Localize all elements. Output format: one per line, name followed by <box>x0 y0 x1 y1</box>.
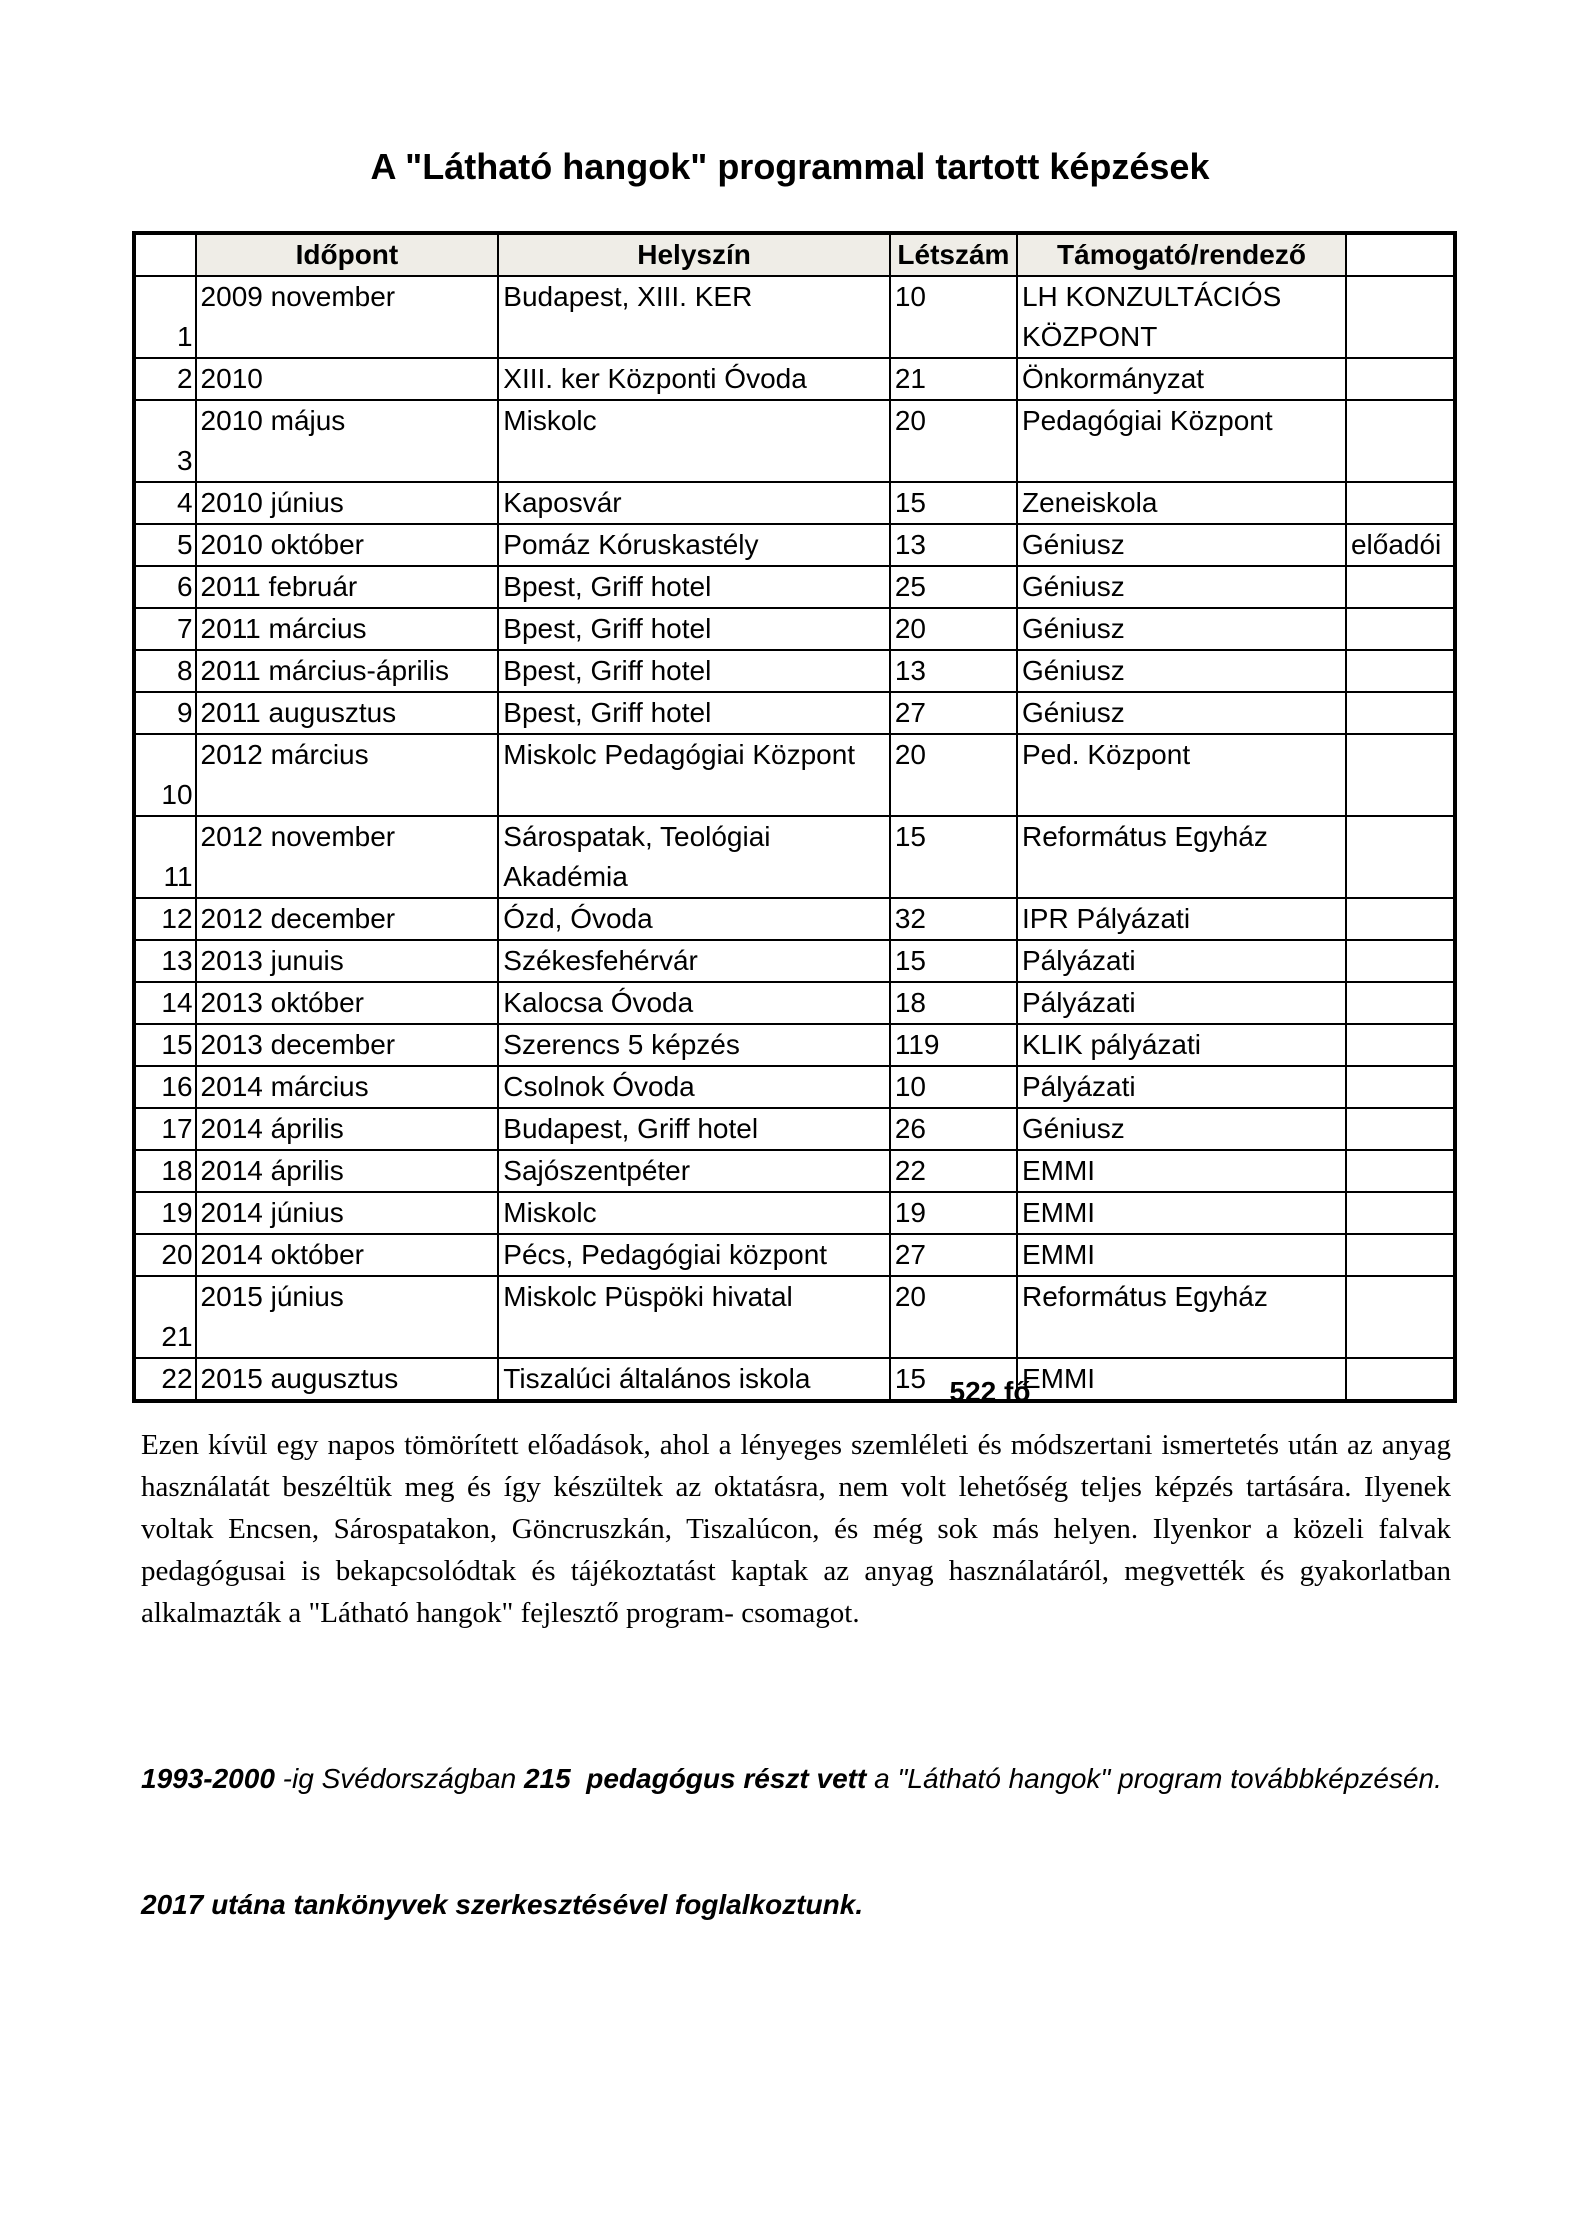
cell-count: 15 <box>890 816 1017 898</box>
cell-num: 13 <box>134 940 196 982</box>
table-row <box>134 524 1455 566</box>
cell-date: 2011 március-április <box>196 650 499 692</box>
total-count: 522 fő <box>949 1376 1031 1407</box>
cell-place: Budapest, Griff hotel <box>498 1108 890 1150</box>
cell-date: 2014 június <box>196 1192 499 1234</box>
cell-place: Szerencs 5 képzés <box>498 1024 890 1066</box>
cell-count: 10 <box>890 276 1017 358</box>
cell-place: Kalocsa Óvoda <box>498 982 890 1024</box>
trainings-table <box>132 231 1457 1403</box>
note-sweden <box>141 1758 1451 1800</box>
cell-num: 15 <box>134 1024 196 1066</box>
cell-count: 20 <box>890 608 1017 650</box>
cell-extra <box>1346 816 1455 898</box>
table-row <box>134 898 1455 940</box>
header-num <box>134 233 196 276</box>
note-count: 215 <box>523 1763 571 1794</box>
cell-place: Miskolc Püspöki hivatal <box>498 1276 890 1358</box>
cell-count: 13 <box>890 650 1017 692</box>
cell-num: 11 <box>134 816 196 898</box>
cell-place: Bpest, Griff hotel <box>498 650 890 692</box>
header-count: Létszám <box>890 233 1017 276</box>
table-row <box>134 1150 1455 1192</box>
cell-extra <box>1346 1358 1455 1401</box>
cell-num: 2 <box>134 358 196 400</box>
table-row <box>134 482 1455 524</box>
note-text-3: a "Látható hangok" program továbbképzésén. <box>866 1763 1442 1794</box>
table-row <box>134 1192 1455 1234</box>
cell-date: 2015 augusztus <box>196 1358 499 1401</box>
table-row <box>134 1108 1455 1150</box>
cell-count: 26 <box>890 1108 1017 1150</box>
table-row <box>134 816 1455 898</box>
note-2017: 2017 utána tankönyvek szerkesztésével foglalkoztunk. <box>141 1889 864 1920</box>
cell-num: 10 <box>134 734 196 816</box>
cell-sponsor: Ped. Központ <box>1017 734 1346 816</box>
cell-place: Ózd, Óvoda <box>498 898 890 940</box>
cell-count: 21 <box>890 358 1017 400</box>
cell-date: 2009 november <box>196 276 499 358</box>
cell-num: 19 <box>134 1192 196 1234</box>
table-row <box>134 1066 1455 1108</box>
cell-sponsor: EMMI <box>1017 1150 1346 1192</box>
cell-num: 1 <box>134 276 196 358</box>
cell-date: 2010 október <box>196 524 499 566</box>
description-paragraph: Ezen kívül egy napos tömörített előadások, ahol a lényeges szemléleti és módszertani ismertetés után az anyag használatát beszéltük meg és így készültek az oktatásra, nem volt lehetőség teljes képzés tartására. Ilyenek voltak Encsen, Sárospatakon, Göncruszkán, Tiszalúcon, és még sok más helyen. Ilyenkor a közeli falvak pedagógusai is bekapcsolódtak és tájékoztatást kaptak az anyag használatáról, megvették és gyakorlatban alkalmazták a "Látható hangok" fejlesztő program- csomagot. <box>141 1429 1451 1629</box>
cell-place: Bpest, Griff hotel <box>498 692 890 734</box>
cell-date: 2013 december <box>196 1024 499 1066</box>
cell-extra <box>1346 1276 1455 1358</box>
cell-sponsor: Géniusz <box>1017 566 1346 608</box>
cell-count: 15 <box>890 940 1017 982</box>
cell-sponsor: Önkormányzat <box>1017 358 1346 400</box>
cell-extra <box>1346 1234 1455 1276</box>
table-row <box>134 692 1455 734</box>
cell-extra <box>1346 566 1455 608</box>
cell-place: Miskolc Pedagógiai Központ <box>498 734 890 816</box>
cell-extra: előadói <box>1346 524 1455 566</box>
cell-date: 2013 október <box>196 982 499 1024</box>
table-row <box>134 650 1455 692</box>
cell-num: 9 <box>134 692 196 734</box>
cell-date: 2014 október <box>196 1234 499 1276</box>
cell-count: 20 <box>890 1276 1017 1358</box>
cell-sponsor: IPR Pályázati <box>1017 898 1346 940</box>
cell-count: 25 <box>890 566 1017 608</box>
cell-date: 2011 március <box>196 608 499 650</box>
cell-sponsor: Pályázati <box>1017 1066 1346 1108</box>
cell-count: 19 <box>890 1192 1017 1234</box>
cell-num: 16 <box>134 1066 196 1108</box>
cell-extra <box>1346 482 1455 524</box>
cell-sponsor: Református Egyház <box>1017 1276 1346 1358</box>
cell-count: 27 <box>890 1234 1017 1276</box>
header-extra <box>1346 233 1455 276</box>
cell-place: Pomáz Kóruskastély <box>498 524 890 566</box>
cell-extra <box>1346 276 1455 358</box>
cell-count: 15 <box>890 482 1017 524</box>
cell-extra <box>1346 650 1455 692</box>
cell-place: XIII. ker Központi Óvoda <box>498 358 890 400</box>
cell-sponsor: Géniusz <box>1017 1108 1346 1150</box>
cell-date: 2012 március <box>196 734 499 816</box>
cell-num: 14 <box>134 982 196 1024</box>
cell-place: Miskolc <box>498 1192 890 1234</box>
cell-place: Sajószentpéter <box>498 1150 890 1192</box>
cell-count: 18 <box>890 982 1017 1024</box>
cell-count: 15 <box>890 1358 1017 1401</box>
table-row <box>134 982 1455 1024</box>
cell-sponsor: EMMI <box>1017 1192 1346 1234</box>
cell-place: Sárospatak, Teológiai Akadémia <box>498 816 890 898</box>
cell-extra <box>1346 1150 1455 1192</box>
cell-sponsor: Pályázati <box>1017 940 1346 982</box>
table-row <box>134 276 1455 358</box>
table-row <box>134 358 1455 400</box>
table-row <box>134 400 1455 482</box>
cell-place: Budapest, XIII. KER <box>498 276 890 358</box>
cell-num: 21 <box>134 1276 196 1358</box>
table-row <box>134 734 1455 816</box>
cell-sponsor: Géniusz <box>1017 692 1346 734</box>
cell-date: 2015 június <box>196 1276 499 1358</box>
cell-extra <box>1346 358 1455 400</box>
table-row <box>134 1358 1455 1401</box>
cell-count: 13 <box>890 524 1017 566</box>
cell-date: 2014 április <box>196 1150 499 1192</box>
table-row <box>134 1024 1455 1066</box>
table-header-row <box>134 233 1455 276</box>
cell-date: 2012 december <box>196 898 499 940</box>
cell-extra <box>1346 608 1455 650</box>
cell-count: 20 <box>890 400 1017 482</box>
cell-sponsor: KLIK pályázati <box>1017 1024 1346 1066</box>
cell-date: 2011 február <box>196 566 499 608</box>
cell-sponsor: Géniusz <box>1017 524 1346 566</box>
cell-sponsor: EMMI <box>1017 1358 1346 1401</box>
note-text-2: pedagógus részt vett <box>586 1763 867 1794</box>
note-years: 1993-2000 <box>141 1763 275 1794</box>
cell-extra <box>1346 692 1455 734</box>
cell-extra <box>1346 400 1455 482</box>
cell-extra <box>1346 982 1455 1024</box>
cell-count: 119 <box>890 1024 1017 1066</box>
cell-place: Kaposvár <box>498 482 890 524</box>
cell-place: Miskolc <box>498 400 890 482</box>
cell-num: 17 <box>134 1108 196 1150</box>
cell-num: 5 <box>134 524 196 566</box>
cell-sponsor: EMMI <box>1017 1234 1346 1276</box>
cell-sponsor: Géniusz <box>1017 650 1346 692</box>
cell-place: Tiszalúci általános iskola <box>498 1358 890 1401</box>
cell-num: 6 <box>134 566 196 608</box>
cell-count: 20 <box>890 734 1017 816</box>
cell-num: 4 <box>134 482 196 524</box>
cell-count: 10 <box>890 1066 1017 1108</box>
table-row <box>134 1234 1455 1276</box>
header-sponsor: Támogató/rendező <box>1017 233 1346 276</box>
cell-date: 2010 <box>196 358 499 400</box>
cell-date: 2012 november <box>196 816 499 898</box>
cell-num: 20 <box>134 1234 196 1276</box>
cell-num: 8 <box>134 650 196 692</box>
cell-sponsor: Református Egyház <box>1017 816 1346 898</box>
cell-date: 2011 augusztus <box>196 692 499 734</box>
cell-sponsor: Zeneiskola <box>1017 482 1346 524</box>
cell-sponsor: Pályázati <box>1017 982 1346 1024</box>
cell-num: 7 <box>134 608 196 650</box>
cell-extra <box>1346 1192 1455 1234</box>
cell-date: 2014 április <box>196 1108 499 1150</box>
cell-date: 2010 május <box>196 400 499 482</box>
cell-extra <box>1346 940 1455 982</box>
cell-extra <box>1346 734 1455 816</box>
cell-date: 2014 március <box>196 1066 499 1108</box>
cell-extra <box>1346 1108 1455 1150</box>
cell-sponsor: LH KONZULTÁCIÓS KÖZPONT <box>1017 276 1346 358</box>
table-row <box>134 608 1455 650</box>
cell-sponsor: Pedagógiai Központ <box>1017 400 1346 482</box>
header-place: Helyszín <box>498 233 890 276</box>
cell-date: 2013 junuis <box>196 940 499 982</box>
cell-extra <box>1346 1024 1455 1066</box>
cell-place: Székesfehérvár <box>498 940 890 982</box>
cell-date: 2010 június <box>196 482 499 524</box>
cell-count: 32 <box>890 898 1017 940</box>
cell-count: 27 <box>890 692 1017 734</box>
table-row <box>134 1276 1455 1358</box>
header-date: Időpont <box>196 233 499 276</box>
cell-place: Csolnok Óvoda <box>498 1066 890 1108</box>
cell-num: 22 <box>134 1358 196 1401</box>
cell-num: 3 <box>134 400 196 482</box>
note-text-1: -ig Svédországban <box>274 1763 524 1794</box>
cell-num: 18 <box>134 1150 196 1192</box>
cell-place: Bpest, Griff hotel <box>498 608 890 650</box>
cell-place: Pécs, Pedagógiai központ <box>498 1234 890 1276</box>
table-row <box>134 566 1455 608</box>
page-title: A "Látható hangok" programmal tartott képzések <box>370 146 1210 187</box>
cell-extra <box>1346 898 1455 940</box>
cell-count: 22 <box>890 1150 1017 1192</box>
table-row <box>134 940 1455 982</box>
cell-sponsor: Géniusz <box>1017 608 1346 650</box>
cell-num: 12 <box>134 898 196 940</box>
cell-extra <box>1346 1066 1455 1108</box>
cell-place: Bpest, Griff hotel <box>498 566 890 608</box>
